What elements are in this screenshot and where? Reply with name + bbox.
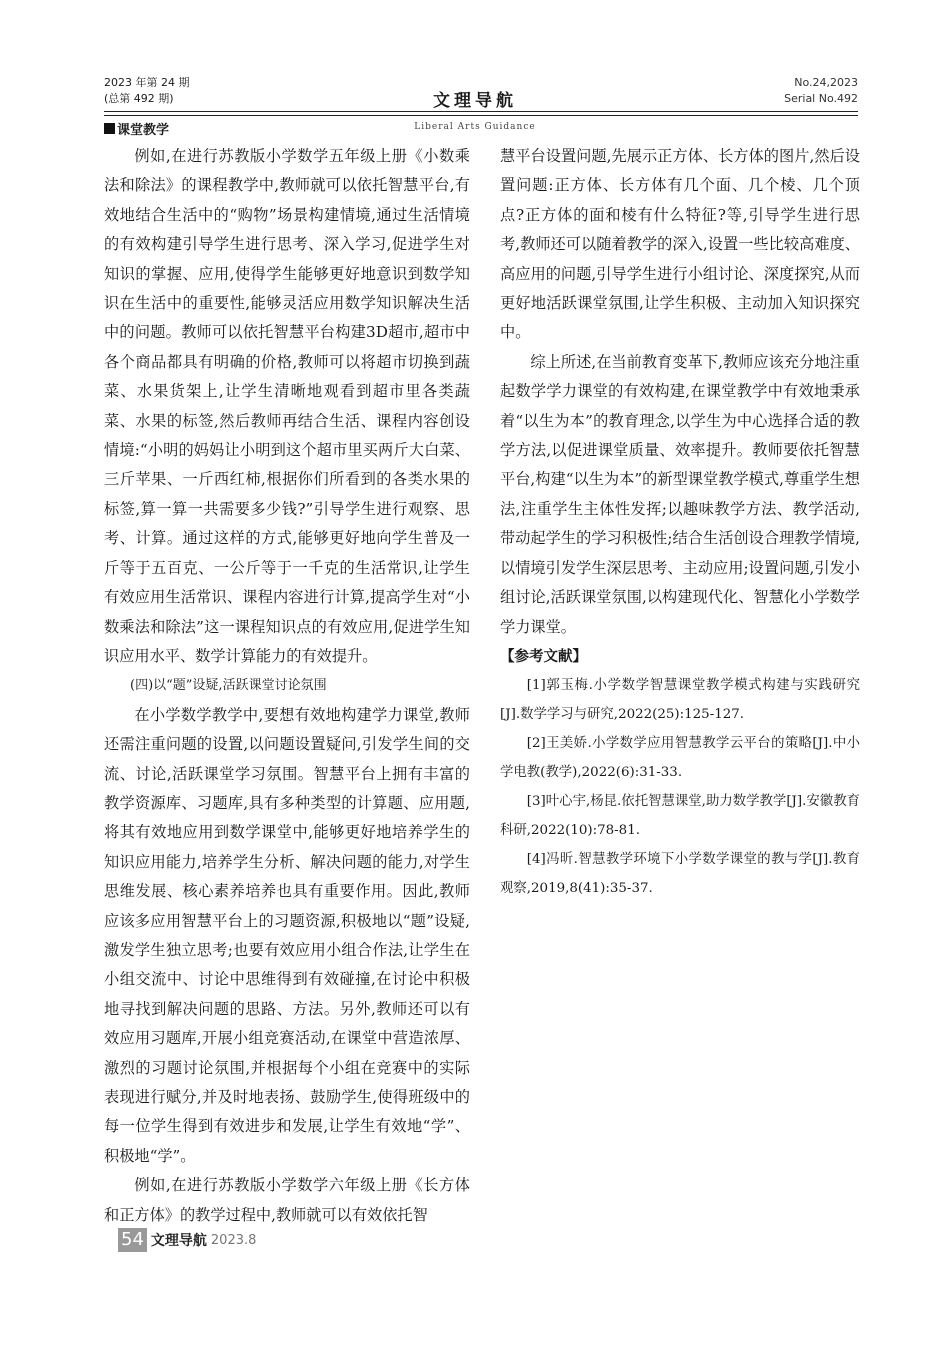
journal-title-en: Liberal Arts Guidance xyxy=(414,122,536,132)
left-column xyxy=(104,142,470,1230)
issue-info-en xyxy=(784,75,858,107)
page-footer xyxy=(118,1228,256,1252)
reference-item: [1]郭玉梅.小学数学智慧课堂教学模式构建与实践研究[J].数学学习与研究,2022(25):125-127. xyxy=(500,678,860,723)
reference-item: [2]王美娇.小学数学应用智慧教学云平台的策略[J].中小学电教(教学),2022(6):31-33. xyxy=(500,736,860,781)
reference-item: [4]冯昕.智慧教学环境下小学数学课堂的教与学[J].教育观察,2019,8(41):35-37. xyxy=(500,852,860,897)
paragraph: 综上所述,在当前教育变革下,教师应该充分地注重起数学学力课堂的有效构建,在课堂教学中有效地秉承着“以生为本”的教育理念,以学生为中心选择合适的教学方法,以促进课堂质量、效率提升。教师要依托智慧平台,构建“以生为本”的新型课堂教学模式,尊重学生想法,注重学生主体性发挥;以趣味教学方法、教学活动,带动起学生的学习积极性;结合生活创设合理教学情境,以情境引发学生深层思考、主动应用;设置问题,引发小组讨论,活跃课堂氛围,以构建现代化、智慧化小学数学学力课堂。 xyxy=(500,352,860,636)
subheading: (四)以“题”设疑,活跃课堂讨论氛围 xyxy=(130,678,327,694)
reference-item: [3]叶心宇,杨昆.依托智慧课堂,助力数学教学[J].安徽教育科研,2022(10):78-81. xyxy=(500,794,860,839)
references-heading: 【参考文献】 xyxy=(500,647,587,665)
paragraph: 在小学数学教学中,要想有效地构建学力课堂,教师还需注重问题的设置,以问题设置疑问,引发学生间的交流、讨论,活跃课堂学习氛围。智慧平台上拥有丰富的教学资源库、习题库,具有多种类型的计算题、应用题,将其有效地应用到数学课堂中,能够更好地培养学生的知识应用能力,培养学生分析、解决问题的能力,对学生思维发展、核心素养培养也具有重要作用。因此,教师应该多应用智慧平台上的习题资源,积极地以“题”设疑,激发学生独立思考;也要有效应用小组合作法,让学生在小组交流中、讨论中思维得到有效碰撞,在讨论中积极地寻找到解决问题的思路、方法。另外,教师还可以有效应用习题库,开展小组竞赛活动,在课堂中营造浓厚、激烈的习题讨论氛围,并根据每个小组在竞赛中的实际表现进行赋分,并及时地表扬、鼓励学生,使得班级中的每一位学生得到有效进步和发展,让学生有效地“学”、积极地“学”。 xyxy=(104,705,470,1165)
page-number: 54 xyxy=(118,1228,147,1252)
total-issue: (总第 492 期) xyxy=(104,92,174,105)
header-rule-thick xyxy=(104,111,858,112)
serial-number: Serial No.492 xyxy=(784,92,858,105)
header-rule-thin xyxy=(104,115,858,116)
footer-date: 2023.8 xyxy=(210,1232,257,1248)
journal-title: 文理导航 xyxy=(433,91,517,111)
section-title: 课堂教学 xyxy=(117,123,170,138)
issue-number-en: No.24,2023 xyxy=(794,76,858,89)
paragraph: 例如,在进行苏教版小学数学五年级上册《小数乘法和除法》的课程教学中,教师就可以依托智慧平台,有效地结合生活中的“购物”场景构建情境,通过生活情境的有效构建引导学生进行思考、深入学习,促进学生对知识的掌握、应用,使得学生能够更好地意识到数学知识在生活中的重要性,能够灵活应用数学知识解决生活中的问题。教师可以依托智慧平台构建3D超市,超市中各个商品都具有明确的价格,教师可以将超市切换到蔬菜、水果货架上,让学生清晰地观看到超市里各类蔬菜、水果的标签,然后教师再结合生活、课程内容创设情境:“小明的妈妈让小明到这个超市里买两斤大白菜、三斤苹果、一斤西红柿,根据你们所看到的各类水果的标签,算一算一共需要多少钱?”引导学生进行观察、思考、计算。通过这样的方式,能够更好地向学生普及一斤等于五百克、一公斤等于一千克的生活常识,让学生有效应用生活常识、课程内容进行计算,提高学生对“小数乘法和除法”这一课程知识点的有效应用,促进学生知识应用水平、数学计算能力的有效提升。 xyxy=(104,147,470,665)
issue-number: 2023 年第 24 期 xyxy=(104,76,190,89)
paragraph: 例如,在进行苏教版小学数学六年级上册《长方体和正方体》的教学过程中,教师就可以有效依托智 xyxy=(104,1176,470,1224)
paragraph: 慧平台设置问题,先展示正方体、长方体的图片,然后设置问题:正方体、长方体有几个面、几个棱、几个顶点?正方体的面和棱有什么特征?等,引导学生进行思考,教师还可以随着教学的深入,设置一些比较高难度、高应用的问题,引导学生进行小组讨论、深度探究,从而更好地活跃课堂氛围,让学生积极、主动加入知识探究中。 xyxy=(500,147,860,342)
right-column xyxy=(500,142,860,903)
footer-journal: 文理导航 xyxy=(150,1233,207,1249)
